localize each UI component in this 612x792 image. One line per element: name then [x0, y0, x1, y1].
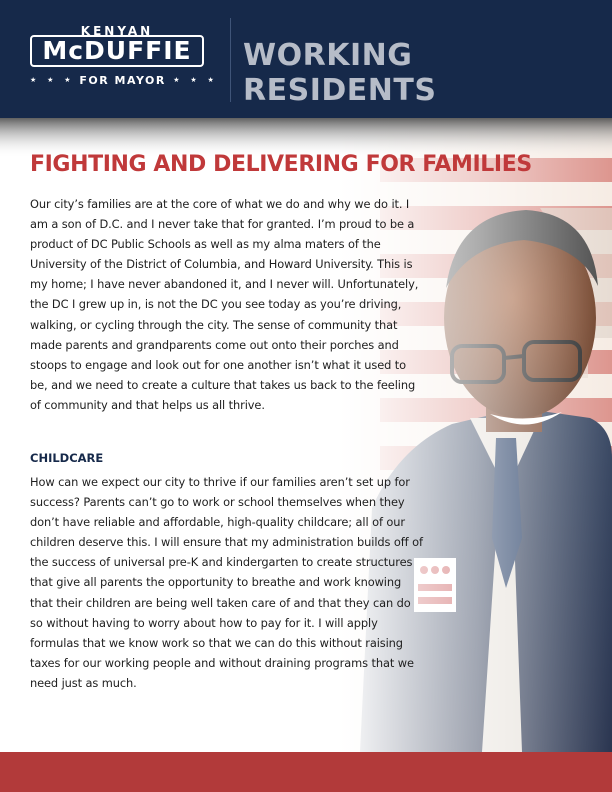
logo-subtitle: FOR MAYOR — [79, 74, 166, 87]
campaign-logo — [28, 24, 216, 90]
logo-subtitle-row — [28, 74, 216, 87]
childcare-heading: CHILDCARE — [30, 451, 104, 465]
logo-last-name: McDUFFIE — [42, 36, 192, 65]
intro-paragraph: Our city’s families are at the core of what we do and why we do it. I am a son of D.C. and I never take that for granted. I’m proud to be a product of DC Public Schools as well as my alma maters of the University of the District of Columbia, and Howard University. This is my home; I have never abandoned it, and I never will. Unfortunately, the DC I grew up in, is not the DC you see today as you’re driving, walking, or cycling through the city. The sense of community that made parents and grandparents come out onto their porches and stoops to engage and look out for one another isn’t what it used to be, and we need to create a culture that takes us back to the feeling of community and that helps us all thrive. — [30, 197, 419, 412]
star-icon: ★ — [173, 76, 181, 84]
star-icon: ★ — [190, 76, 199, 84]
star-icon: ★ — [30, 76, 38, 84]
star-icon: ★ — [64, 76, 73, 84]
logo-first-name: KENYAN — [80, 24, 154, 38]
star-icon: ★ — [47, 76, 55, 84]
footer-bar — [0, 752, 612, 792]
header-divider — [230, 18, 231, 102]
page-title: FIGHTING AND DELIVERING FOR FAMILIES — [30, 152, 532, 177]
childcare-paragraph: How can we expect our city to thrive if our families aren’t set up for success? Parents can’t go to work or school themselves when they don’t have reliable and affordable, high-quality childcare; all of our children deserve this. I will ensure that my administration builds off of the success of universal pre-K and kindergarten to create structures that give all parents the opportunity to breathe and work knowing that their children are being well taken care of and that they can do so without having to worry about how to pay for it. I will apply formulas that we know work so that we can do this without raising taxes for our working people and without draining programs that we need just as much. — [30, 475, 423, 690]
page-header — [0, 0, 612, 118]
star-icon: ★ — [207, 76, 216, 84]
section-title: WORKING RESIDENTS — [243, 38, 437, 108]
